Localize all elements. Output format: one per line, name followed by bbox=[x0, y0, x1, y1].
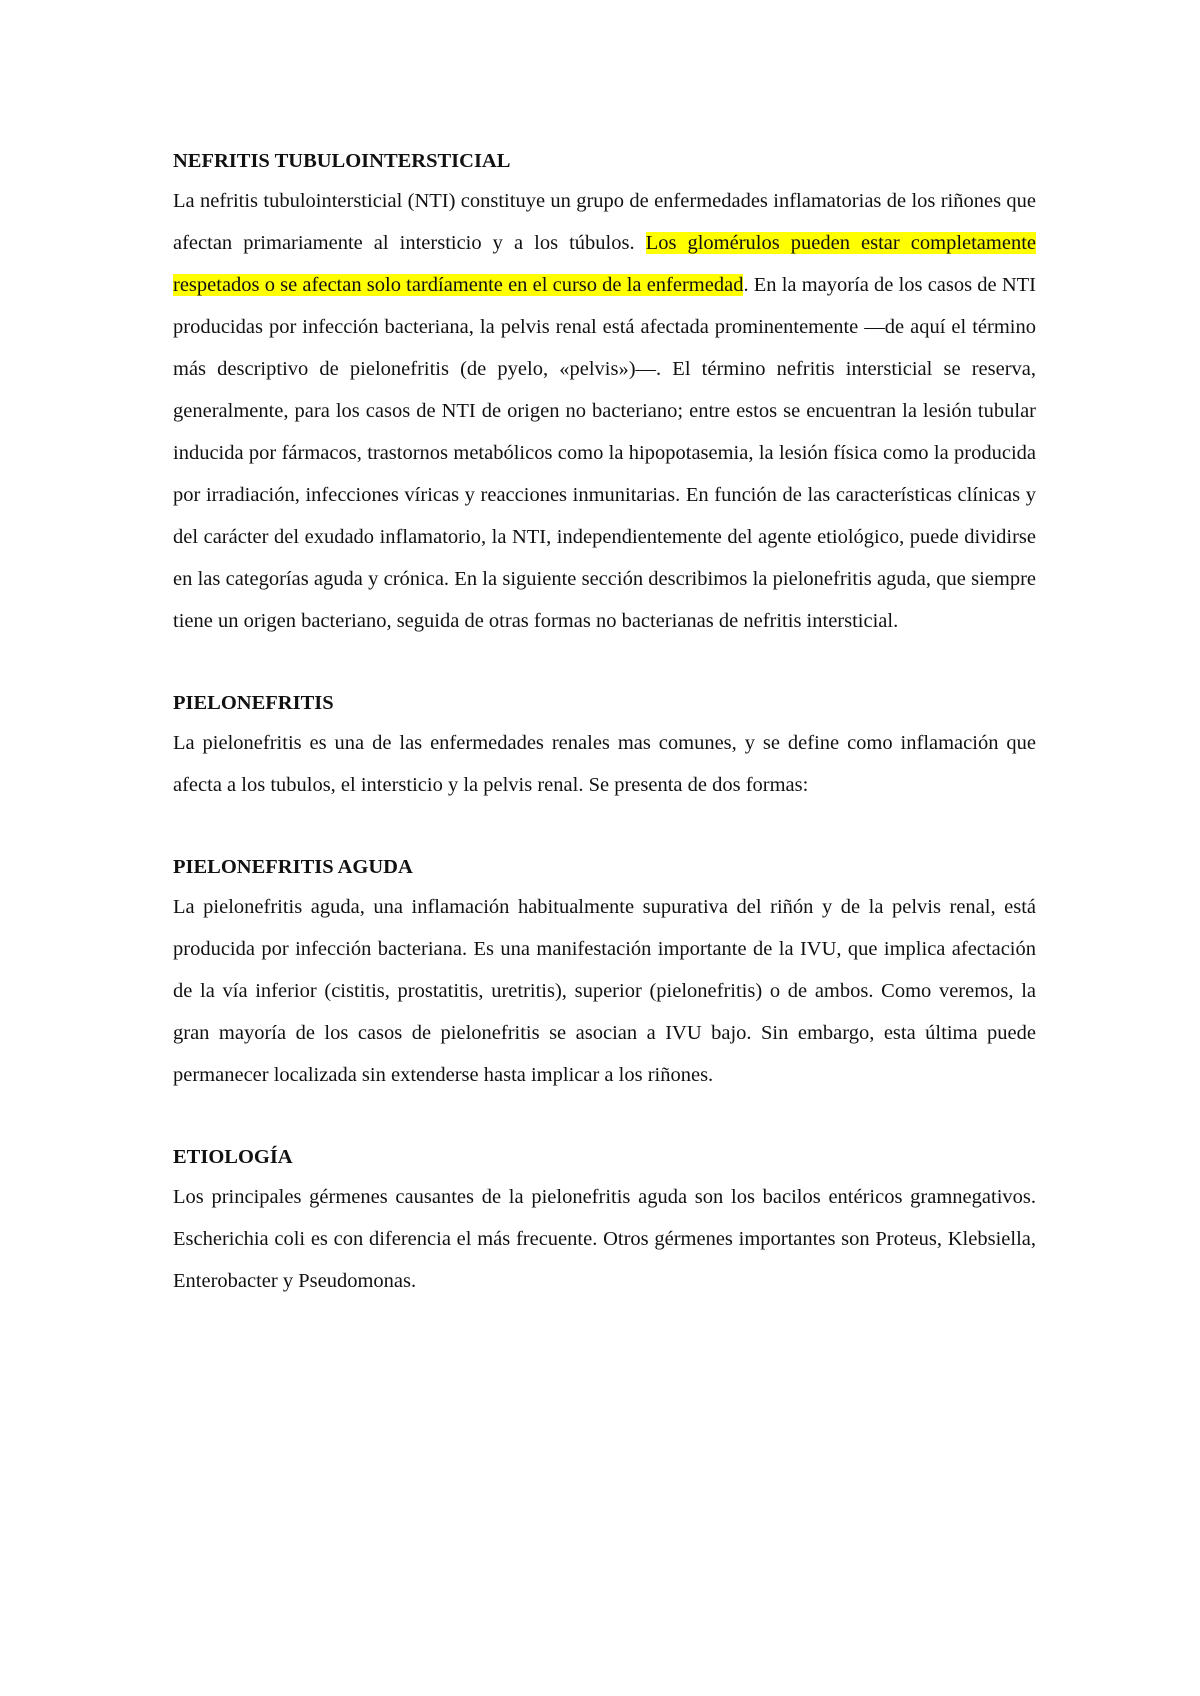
paragraph-text-continued: . En la mayoría de los casos de NTI producidas por infección bacteriana, la pelvis renal está afectada prominentemente —de aquí el término más descriptivo de pielonefritis (de pyelo, «pelvis»)—. El término nefritis intersticial se reserva, generalmente, para los casos de NTI de origen no bacteriano; entre estos se encuentran la lesión tubular inducida por fármacos, trastornos metabólicos como la hipopotasemia, la lesión física como la producida por irradiación, infecciones víricas y reacciones inmunitarias. En función de las características clínicas y del carácter del exudado inflamatorio, la NTI, independientemente del agente etiológico, puede dividirse en las categorías aguda y crónica. En la siguiente sección describimos la pielonefritis aguda, que siempre tiene un origen bacteriano, seguida de otras formas no bacterianas de nefritis intersticial. bbox=[173, 274, 1036, 632]
section-paragraph: La pielonefritis es una de las enfermedades renales mas comunes, y se define como inflamación que afecta a los tubulos, el intersticio y la pelvis renal. Se presenta de dos formas: bbox=[173, 732, 1036, 796]
section-paragraph bbox=[173, 180, 1036, 642]
section-pielonefritis-aguda bbox=[173, 848, 1036, 1096]
section-nefritis-tubulointersticial bbox=[173, 142, 1036, 642]
section-etiologia bbox=[173, 1138, 1036, 1302]
section-heading: ETIOLOGÍA bbox=[173, 1146, 293, 1168]
section-heading: PIELONEFRITIS AGUDA bbox=[173, 856, 413, 878]
section-heading: NEFRITIS TUBULOINTERSTICIAL bbox=[173, 150, 511, 172]
section-pielonefritis bbox=[173, 684, 1036, 806]
section-paragraph: Los principales gérmenes causantes de la pielonefritis aguda son los bacilos entéricos gramnegativos. Escherichia coli es con diferencia el más frecuente. Otros gérmenes importantes son Proteus, Klebsiella, Enterobacter y Pseudomonas. bbox=[173, 1186, 1036, 1292]
section-heading: PIELONEFRITIS bbox=[173, 692, 334, 714]
section-paragraph: La pielonefritis aguda, una inflamación habitualmente supurativa del riñón y de la pelvis renal, está producida por infección bacteriana. Es una manifestación importante de la IVU, que implica afectación de la vía inferior (cistitis, prostatitis, uretritis), superior (pielonefritis) o de ambos. Como veremos, la gran mayoría de los casos de pielonefritis se asocian a IVU bajo. Sin embargo, esta última puede permanecer localizada sin extenderse hasta implicar a los riñones. bbox=[173, 896, 1036, 1086]
highlighted-text: Los glomérulos pueden estar completamente respetados o se afectan solo tardíamente en el curso de la enfermedad bbox=[173, 232, 1036, 296]
paragraph-text: La nefritis tubulointersticial (NTI) constituye un grupo de enfermedades inflamatorias de los riñones que afectan primariamente al intersticio y a los túbulos. bbox=[173, 190, 1036, 254]
